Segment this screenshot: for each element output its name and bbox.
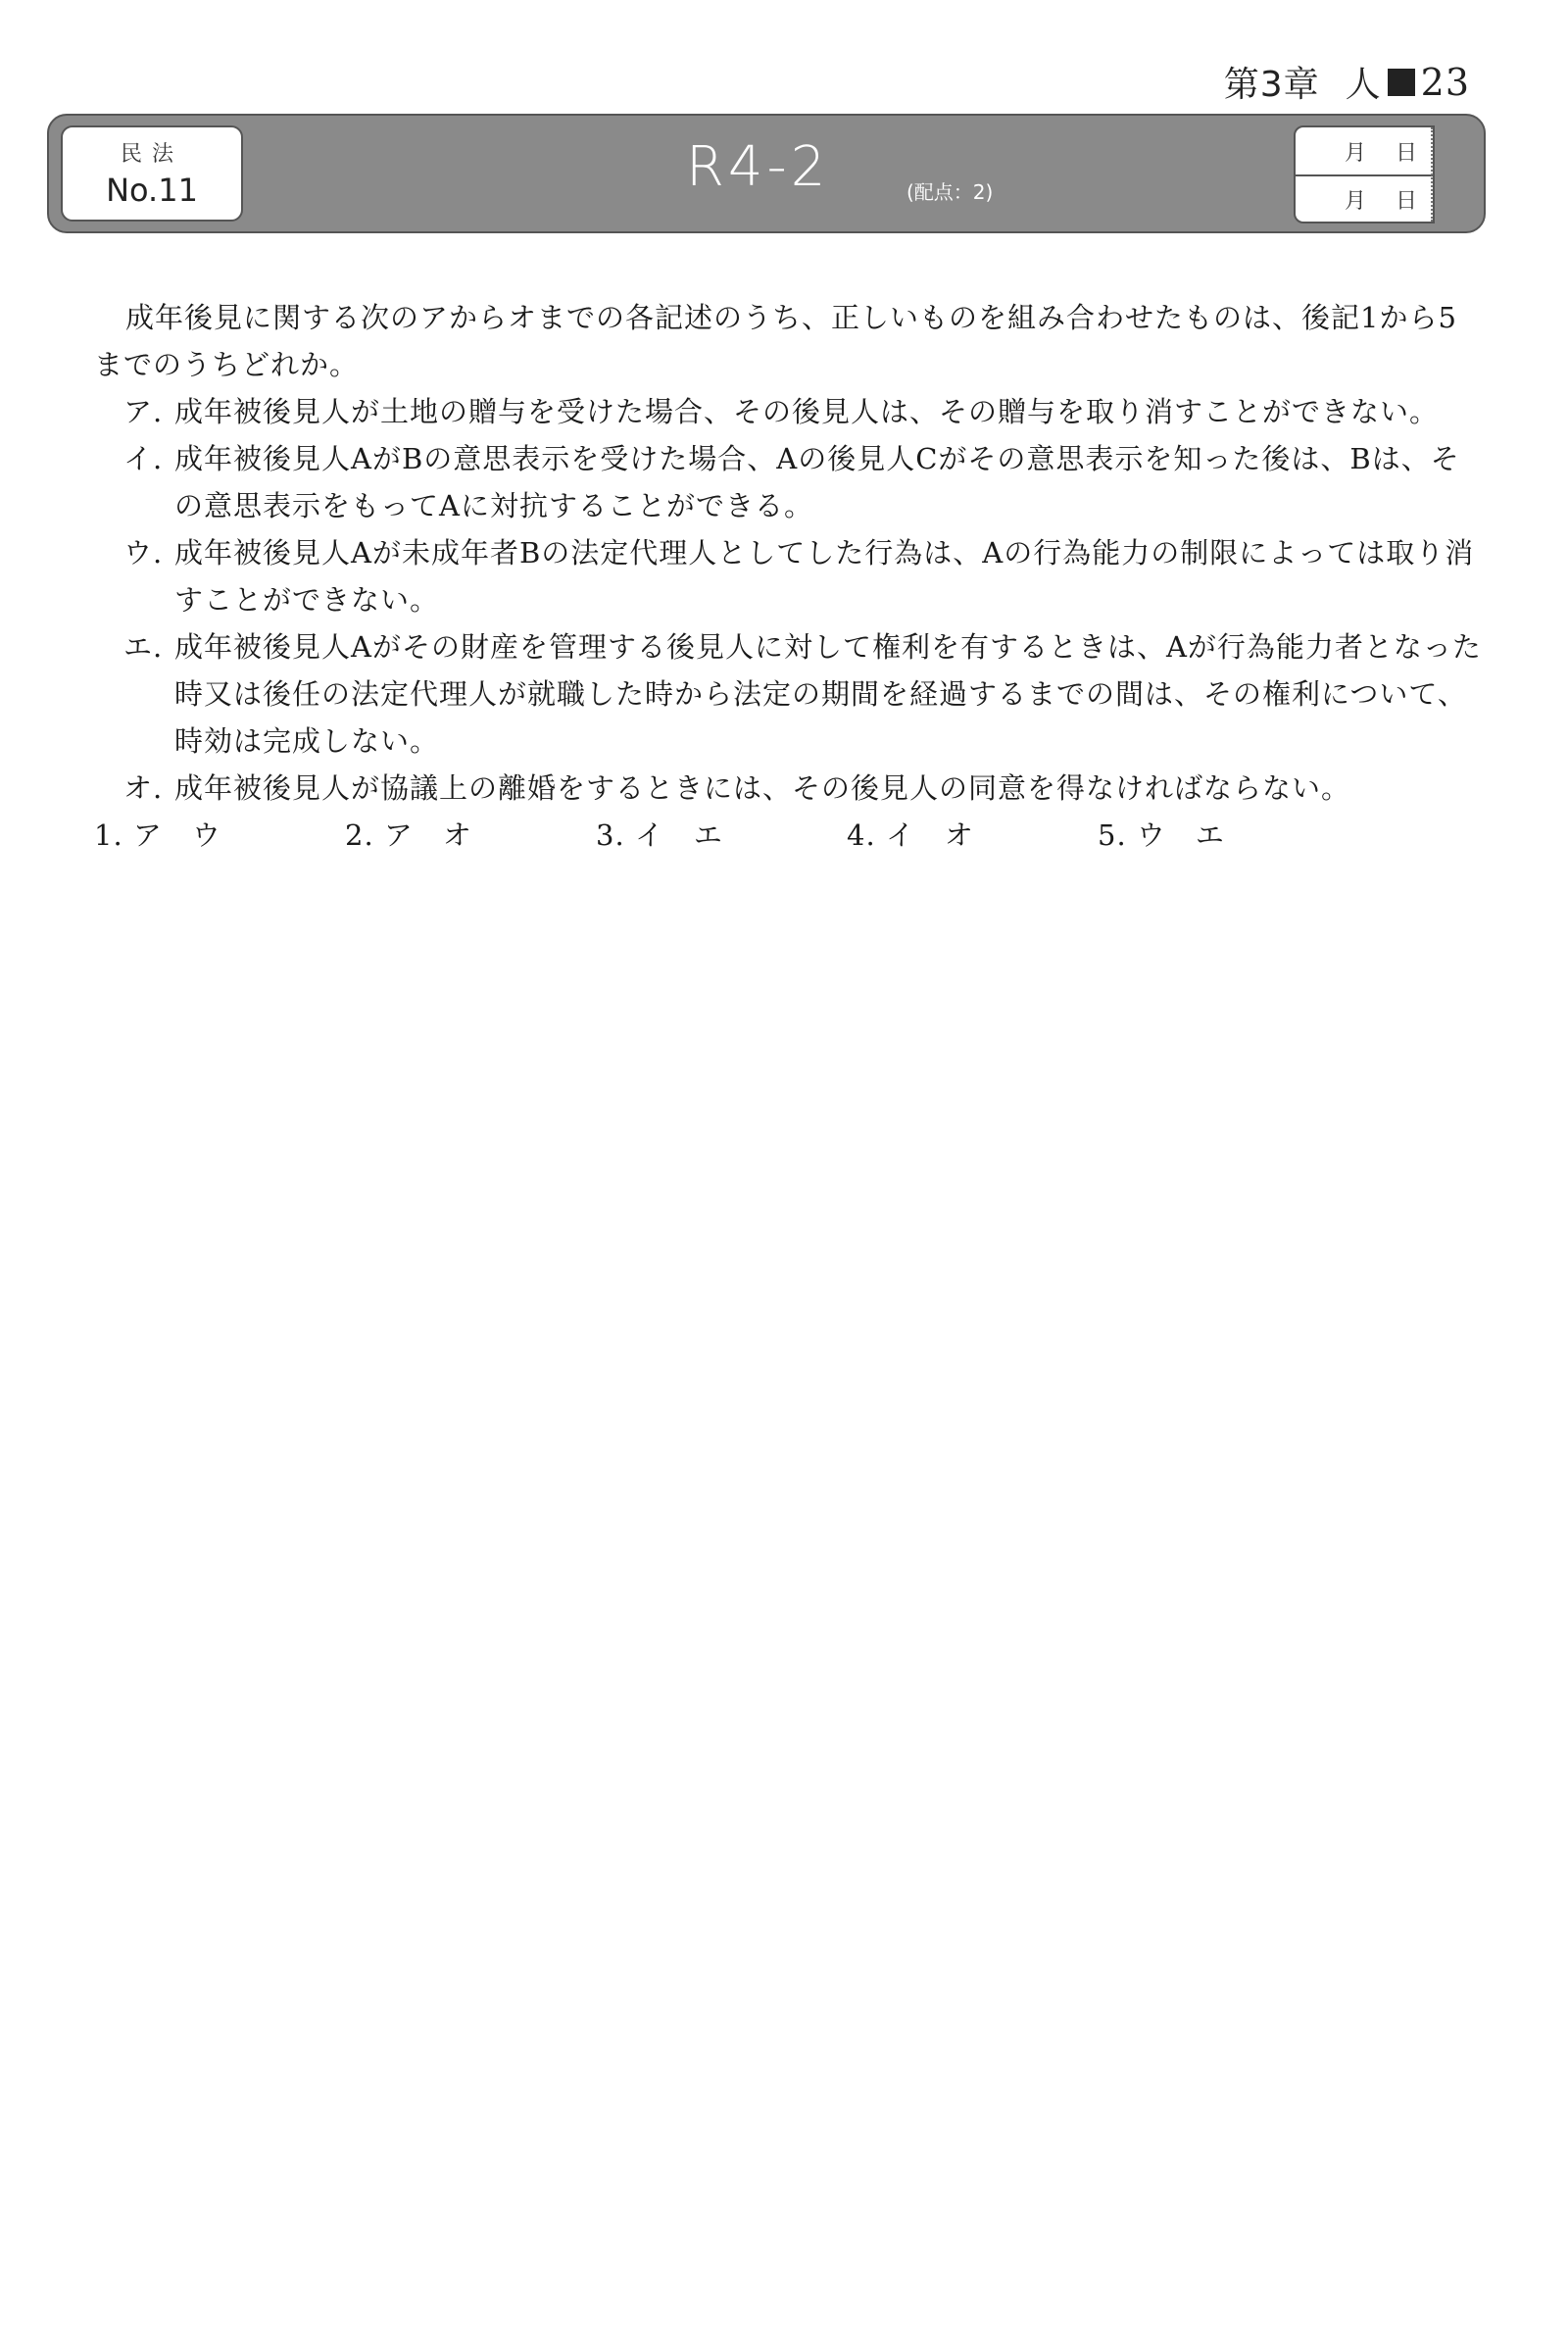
statement-o: [94, 765, 1486, 812]
subject-label: 民法: [120, 142, 183, 167]
statement-e: [94, 623, 1486, 765]
square-marker-icon: [1388, 69, 1415, 96]
problem-banner: [47, 114, 1486, 233]
page-number: 23: [1420, 60, 1470, 104]
statement-text: 成年被後見人が協議上の離婚をするときには、その後見人の同意を得なければならない。: [174, 771, 1351, 805]
month-label: 月: [1344, 140, 1366, 166]
statement-label: エ.: [123, 630, 164, 664]
choice-2: 2. ア オ: [345, 818, 472, 852]
statement-label: イ.: [123, 442, 164, 475]
statement-label: オ.: [123, 771, 164, 805]
statement-text: 成年被後見人AがBの意思表示を受けた場合、Aの後見人Cがその意思表示を知った後は、Bは、その意思表示をもってAに対抗することができる。: [174, 442, 1460, 522]
statement-label: ウ.: [123, 536, 164, 570]
dotted-divider: [1431, 127, 1433, 222]
answer-choices: [94, 812, 1486, 859]
subject-box: [61, 125, 243, 222]
statement-u: [94, 529, 1486, 623]
problem-number: No.11: [106, 172, 198, 209]
choice-4: 4. イ オ: [847, 818, 974, 852]
section-label: 人: [1345, 65, 1382, 105]
choice-1: 1. ア ウ: [94, 818, 221, 852]
date-row: [1296, 174, 1433, 222]
choice-3: 3. イ エ: [596, 818, 723, 852]
running-head: [1224, 57, 1470, 107]
chapter-label: 第3章: [1223, 65, 1320, 105]
statement-text: 成年被後見人が土地の贈与を受けた場合、その後見人は、その贈与を取り消すことができない。: [174, 395, 1440, 428]
question-body: [94, 294, 1486, 859]
statement-i: [94, 435, 1486, 529]
statement-label: ア.: [123, 395, 164, 428]
statement-text: 成年被後見人Aがその財産を管理する後見人に対して権利を有するときは、Aが行為能力者となった時又は後任の法定代理人が就職した時から法定の期間を経過するまでの間は、その権利について、時効は完成しない。: [174, 630, 1482, 758]
date-row: [1296, 127, 1433, 174]
day-label: 日: [1395, 188, 1417, 214]
month-label: 月: [1344, 188, 1366, 214]
choice-5: 5. ウ エ: [1098, 818, 1225, 852]
study-date-box: [1294, 125, 1435, 223]
statement-a: [94, 388, 1486, 435]
day-label: 日: [1395, 140, 1417, 166]
problem-id: R4-2: [686, 135, 830, 199]
points-label: (配点：2): [906, 180, 994, 204]
question-stem: 成年後見に関する次のアからオまでの各記述のうち、正しいものを組み合わせたものは、後記1から5までのうちどれか。: [94, 301, 1457, 381]
statement-text: 成年被後見人Aが未成年者Bの法定代理人としてした行為は、Aの行為能力の制限によっては取り消すことができない。: [174, 536, 1475, 617]
